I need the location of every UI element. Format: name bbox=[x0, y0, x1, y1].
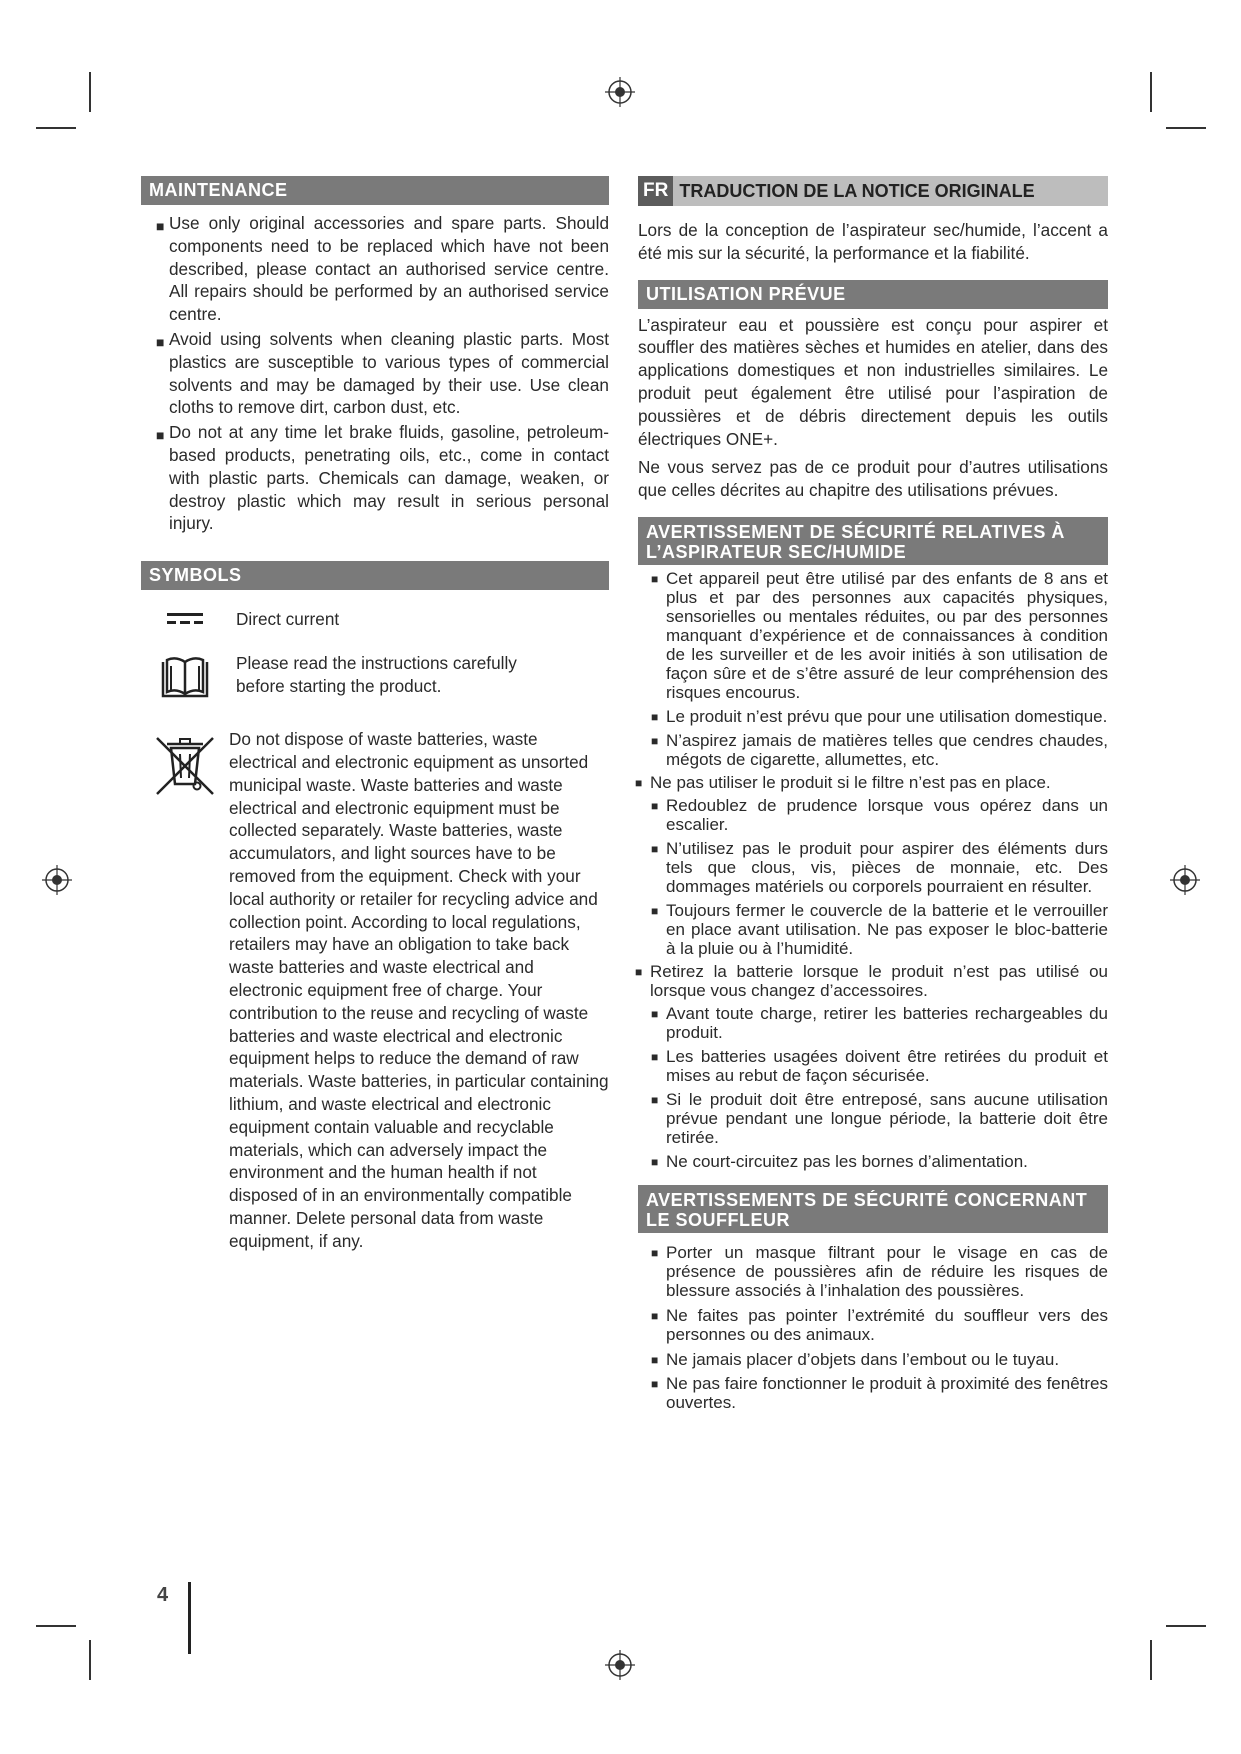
book-icon bbox=[159, 656, 211, 700]
read-manual-label: Please read the instructions carefully before starting the product. bbox=[236, 653, 517, 696]
vacuum-safety-item: ■ Si le produit doit être entreposé, sans aucune utilisation prévue pendant une longue période, la batterie doit être retirée. bbox=[651, 1089, 1108, 1147]
crop-mark bbox=[89, 1640, 91, 1680]
maintenance-item: ■ Use only original accessories and spare parts. Should components need to be replaced which have not been described, please contact an authorised service centre. All repairs should be performed by an authorised service centre. bbox=[156, 213, 609, 325]
symbol-read-manual bbox=[141, 652, 609, 706]
crop-mark bbox=[1150, 72, 1152, 112]
vacuum-safety-item: ■ Retirez la batterie lorsque le produit n’est pas utilisé ou lorsque vous changez d’accessoires. bbox=[635, 961, 1108, 1000]
intro-paragraph: Lors de la conception de l’aspirateur sec/humide, l’accent a été mis sur la sécurité, la performance et la fiabilité. bbox=[638, 220, 1108, 263]
maintenance-item: ■ Do not at any time let brake fluids, gasoline, petroleum-based products, penetrating oils, etc., come in contact with plastic parts. Chemicals can damage, weaken, or destroy plastic which may result in serious personal injury. bbox=[156, 422, 609, 534]
translation-header bbox=[638, 176, 1108, 206]
vacuum-safety-item: ■ Cet appareil peut être utilisé par des enfants de 8 ans et plus et par des personnes aux capacités physiques, sensorielles ou mentales réduites, ou par des personnes manquant d’expérience et de connaissances à condition de les surveiller et de les avoir initiés à son utilisation de façon sûre et de s’être assuré de leur compréhension des risques encourus. bbox=[651, 568, 1108, 702]
crop-mark bbox=[36, 1625, 76, 1627]
blower-safety-header: AVERTISSEMENTS DE SÉCURITÉ CONCERNANT LE SOUFFLEUR bbox=[638, 1185, 1108, 1233]
crop-mark bbox=[1166, 127, 1206, 129]
right-column bbox=[635, 176, 1108, 1412]
registration-mark-icon bbox=[42, 865, 72, 895]
registration-mark-icon bbox=[605, 77, 635, 107]
vacuum-safety-item: ■ Toujours fermer le couvercle de la batterie et le verrouiller en place avant utilisation. Ne pas exposer le bloc-batterie à la pluie ou à l’humidité. bbox=[651, 900, 1108, 958]
symbols-header: SYMBOLS bbox=[141, 561, 609, 590]
vacuum-safety-item: ■ N’utilisez pas le produit pour aspirer des éléments durs tels que clous, vis, pièces de monnaie, etc. Des dommages matériels ou corporels pourraient en résulter. bbox=[651, 838, 1108, 896]
symbol-weee bbox=[141, 728, 609, 1252]
vacuum-safety-item: ■ Le produit n’est prévu que pour une utilisation domestique. bbox=[651, 706, 1108, 726]
registration-mark-icon bbox=[605, 1650, 635, 1680]
vacuum-safety-item: ■ Avant toute charge, retirer les batteries rechargeables du produit. bbox=[651, 1003, 1108, 1042]
vacuum-safety-item: ■ N’aspirez jamais de matières telles que cendres chaudes, mégots de cigarette, allumettes, etc. bbox=[651, 730, 1108, 769]
page-number: 4 bbox=[157, 1584, 169, 1606]
blower-safety-item: ■ Porter un masque filtrant pour le visage en cas de présence de poussières afin de réduire les risques de blessure associés à l’inhalation des poussières. bbox=[651, 1242, 1108, 1300]
maintenance-item: ■ Avoid using solvents when cleaning plastic parts. Most plastics are susceptible to various types of commercial solvents and may be damaged by their use. Use clean cloths to remove dirt, carbon dust, etc. bbox=[156, 328, 609, 418]
left-column bbox=[141, 176, 609, 1252]
direct-current-label: Direct current bbox=[236, 609, 340, 630]
vacuum-safety-item: ■ Redoublez de prudence lorsque vous opérez dans un escalier. bbox=[651, 795, 1108, 834]
crop-mark bbox=[1150, 1640, 1152, 1680]
vacuum-safety-header: AVERTISSEMENT DE SÉCURITÉ RELATIVES À L’ASPIRATEUR SEC/HUMIDE bbox=[638, 517, 1108, 565]
intended-use-paragraph: Ne vous servez pas de ce produit pour d’autres utilisations que celles décrites au chapitre des utilisations prévues. bbox=[638, 457, 1108, 501]
crop-mark bbox=[1166, 1625, 1206, 1627]
weee-label: Do not dispose of waste batteries, waste electrical and electronic equipment as unsorted municipal waste. Waste batteries and waste electrical and electronic equipment must be collected separately. Waste batteries, waste accumulators, and light sources have to be removed from the equipment. Check with your local authority or retailer for recycling advice and collection point. According to local regulations, retailers may have an obligation to take back waste batteries and waste electrical and electronic equipment free of charge. Your contribution to the reuse and recycling of waste batteries and waste electrical and electronic equipment helps to reduce the demand of raw materials. Waste batteries, in particular containing lithium, and waste electrical and electronic equipment contain valuable and recyclable materials, which can adversely impact the environment and the human health if not disposed of in an environmentally compatible manner. Delete personal data from waste equipment, if any. bbox=[229, 729, 609, 1251]
crop-mark bbox=[36, 127, 76, 129]
page-number-divider bbox=[188, 1582, 191, 1654]
vacuum-safety-item: ■ Les batteries usagées doivent être retirées du produit et mises au rebut de façon sécurisée. bbox=[651, 1046, 1108, 1085]
intended-use-header: UTILISATION PRÉVUE bbox=[638, 280, 1108, 309]
vacuum-safety-item: ■ Ne pas utiliser le produit si le filtre n’est pas en place. bbox=[635, 772, 1051, 792]
registration-mark-icon bbox=[1170, 865, 1200, 895]
blower-safety-item: ■ Ne pas faire fonctionner le produit à proximité des fenêtres ouvertes. bbox=[651, 1373, 1108, 1412]
vacuum-safety-item: ■ Ne court-circuitez pas les bornes d’alimentation. bbox=[651, 1151, 1028, 1171]
crop-mark bbox=[89, 72, 91, 112]
maintenance-header: MAINTENANCE bbox=[141, 176, 609, 205]
direct-current-icon bbox=[167, 612, 203, 626]
language-tag: FR bbox=[638, 176, 673, 206]
crossed-bin-icon bbox=[153, 734, 217, 798]
intended-use-paragraph: L’aspirateur eau et poussière est conçu pour aspirer et souffler des matières sèches et humides en atelier, dans des applications domestiques et non industrielles similaires. Le produit peut également être utilisé pour l’aspiration de poussières et de débris directement depuis les outils électriques ONE+. bbox=[638, 314, 1108, 449]
blower-safety-item: ■ Ne faites pas pointer l’extrémité du souffleur vers des personnes ou des animaux. bbox=[651, 1305, 1108, 1344]
translation-title: TRADUCTION DE LA NOTICE ORIGINALE bbox=[679, 181, 1035, 201]
blower-safety-item: ■ Ne jamais placer d’objets dans l’embout ou le tuyau. bbox=[651, 1349, 1060, 1369]
symbol-direct-current bbox=[141, 608, 609, 632]
